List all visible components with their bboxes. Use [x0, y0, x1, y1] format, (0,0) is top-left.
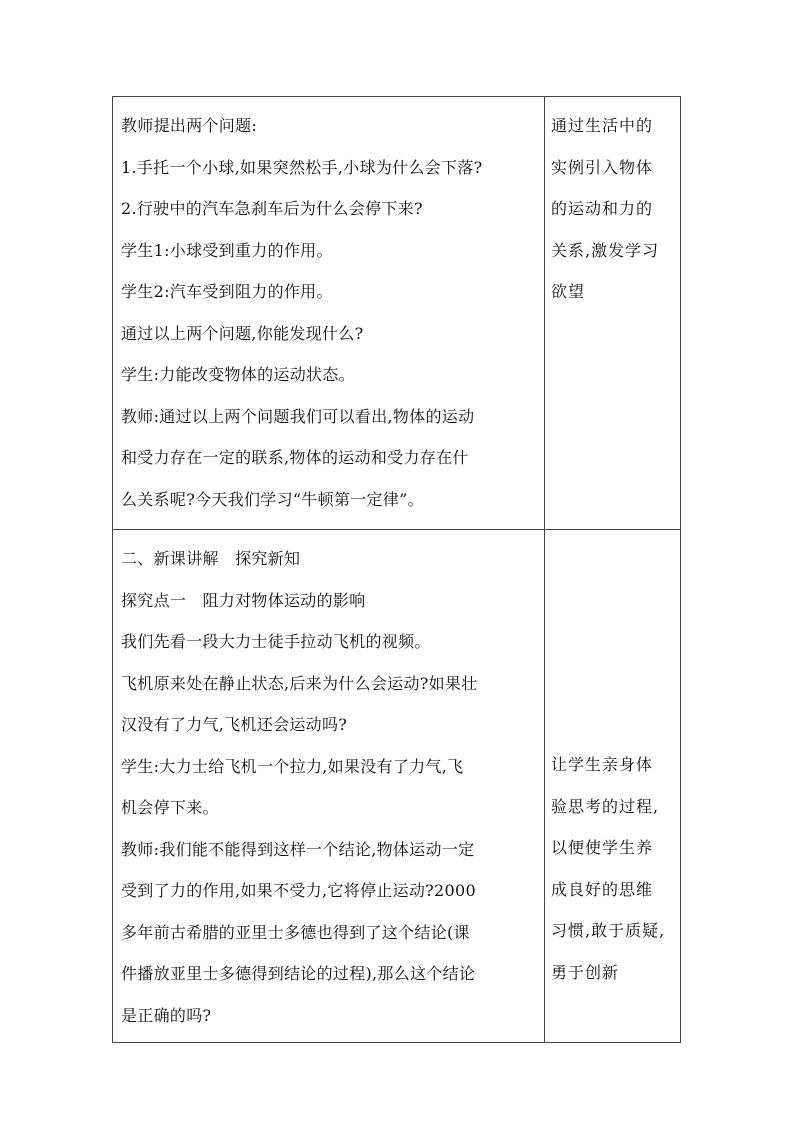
note-line: 通过生活中的 [551, 116, 654, 135]
text-line: 1.手托一个小球,如果突然松手,小球为什么会下落? [121, 157, 483, 177]
text-line: 二、新课讲解 探究新知 [121, 549, 301, 568]
note-line: 欲望 [551, 282, 586, 301]
lesson-plan-table [112, 96, 681, 1043]
text-line: 和受力存在一定的联系,物体的运动和受力存在什 [121, 448, 469, 467]
text-line: 飞机原来处在静止状态,后来为什么会运动?如果壮 [121, 673, 478, 693]
text-line: 学生:大力士给飞机一个拉力,如果没有了力气,飞 [121, 756, 464, 776]
text-line: 件播放亚里士多德得到结论的过程),那么这个结论 [121, 964, 476, 983]
design-intent-cell [545, 97, 681, 530]
note-line: 让学生亲身体 [551, 755, 654, 774]
text-line: 我们先看一段大力士徒手拉动飞机的视频。 [121, 632, 431, 651]
text-line: 学生:力能改变物体的运动状态。 [121, 365, 355, 384]
text-line: 教师提出两个问题: [121, 116, 258, 135]
note-line: 以便使学生养 [551, 838, 654, 857]
note-line: 验思考的过程, [551, 796, 660, 816]
design-intent-cell [545, 530, 681, 1043]
note-line: 的运动和力的 [551, 199, 654, 218]
text-line: 汉没有了力气,飞机还会运动吗? [121, 715, 348, 734]
note-line: 实例引入物体 [551, 157, 654, 177]
table-row [113, 530, 681, 1043]
text-line: 学生2:汽车受到阻力的作用。 [121, 282, 333, 301]
text-line: 2.行驶中的汽车急刹车后为什么会停下来? [121, 199, 423, 218]
note-line: 勇于创新 [551, 962, 620, 982]
text-line: 教师:我们能不能得到这样一个结论,物体运动一定 [121, 839, 475, 859]
text-line: 么关系呢?今天我们学习“牛顿第一定律”。 [121, 489, 424, 509]
teaching-process-cell [113, 97, 545, 530]
text-line: 教师:通过以上两个问题我们可以看出,物体的运动 [121, 406, 475, 426]
table-row [113, 97, 681, 530]
text-line: 多年前古希腊的亚里士多德也得到了这个结论(课 [121, 922, 470, 942]
text-line: 机会停下来。 [121, 798, 219, 817]
spacer [551, 538, 680, 744]
text-line: 学生1:小球受到重力的作用。 [121, 240, 333, 260]
note-line: 习惯,敢于质疑, [551, 921, 666, 940]
text-line: 是正确的吗? [121, 1005, 212, 1025]
text-line: 探究点一 阻力对物体运动的影响 [121, 590, 366, 610]
teaching-process-cell [113, 530, 545, 1043]
note-line: 关系,激发学习 [551, 240, 660, 260]
text-line: 受到了力的作用,如果不受力,它将停止运动?2000 [121, 881, 476, 900]
text-line: 通过以上两个问题,你能发现什么? [121, 323, 364, 343]
note-line: 成良好的思维 [551, 879, 654, 899]
